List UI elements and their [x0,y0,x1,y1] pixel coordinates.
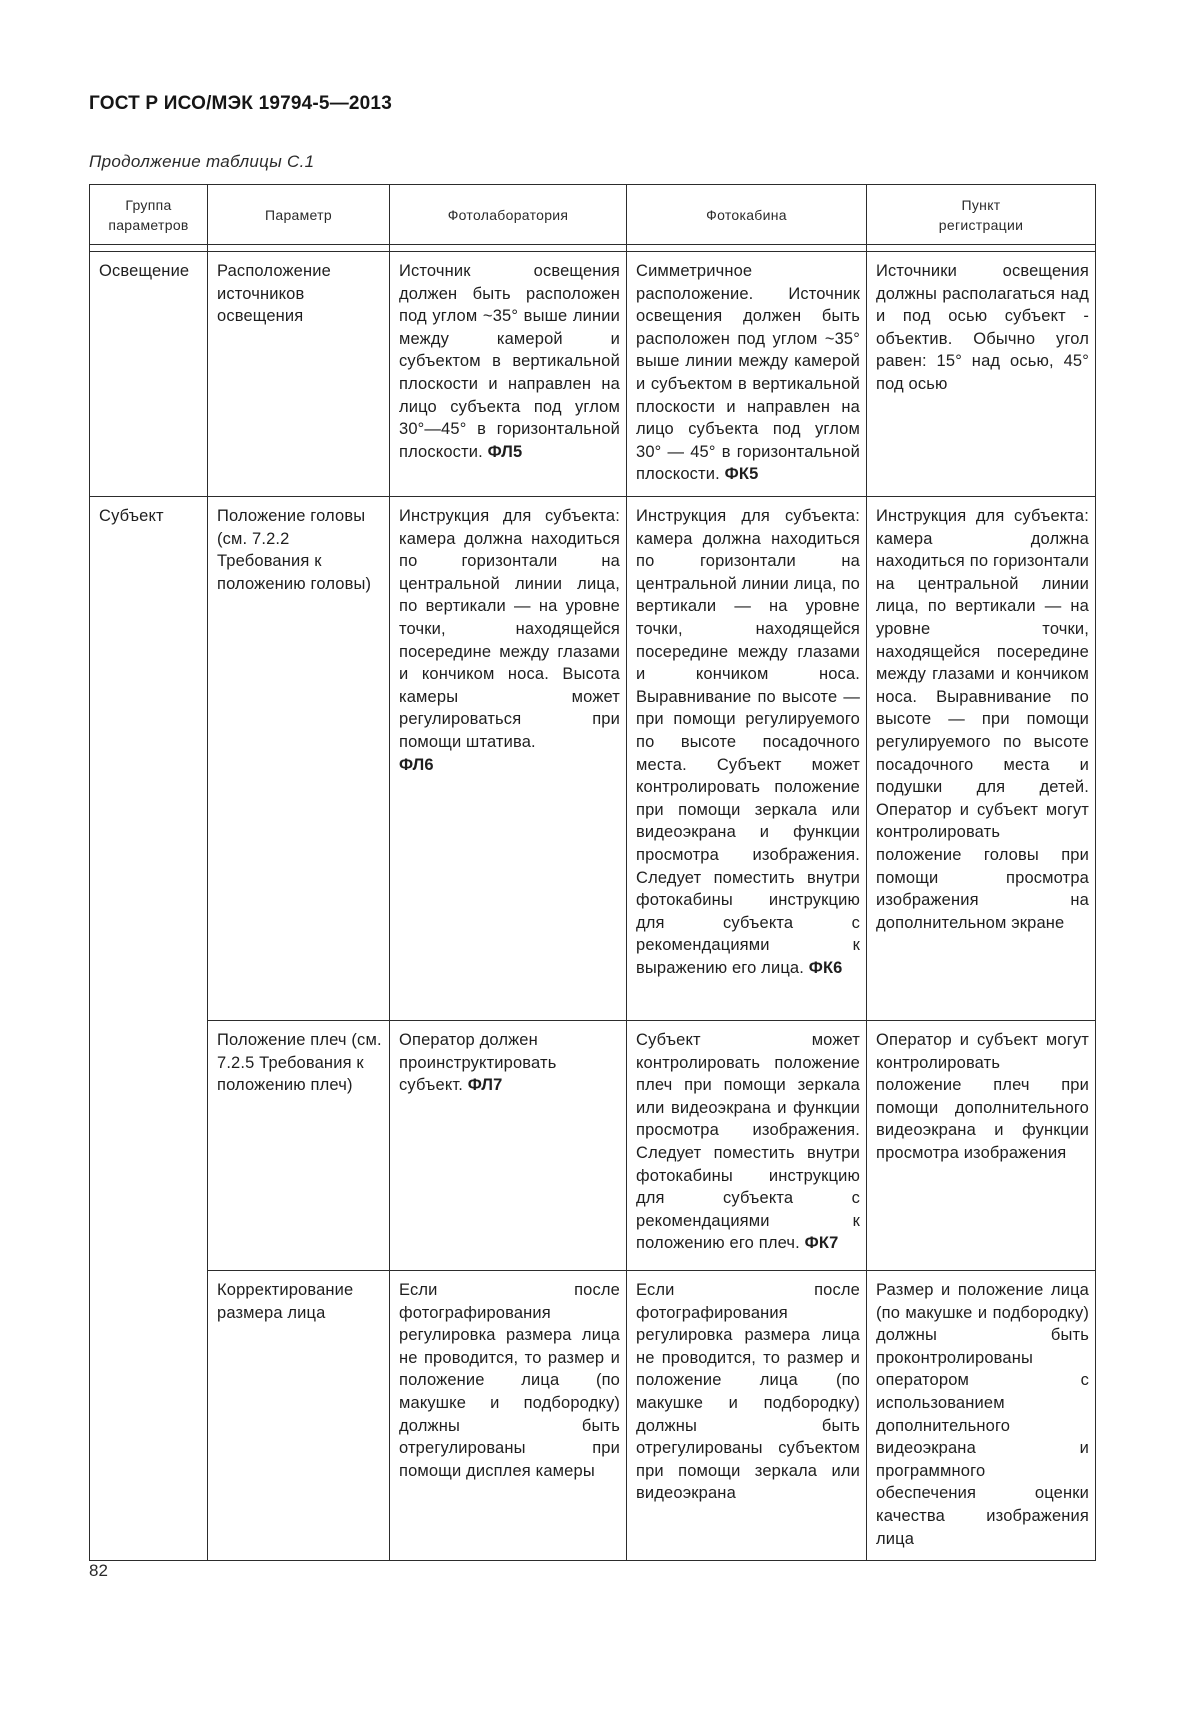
table-row [90,252,1096,497]
table-row [90,497,1096,1021]
group-label [90,1021,207,1039]
photobooth-code: ФК7 [804,1234,839,1253]
parameter-label: Положение головы (см. 7.2.2 Требования к положению головы) [217,507,372,593]
group-cell [90,1021,208,1271]
parameters-table [89,184,1096,1561]
column-header-registration: Пункт регистрации [867,185,1096,245]
table-caption: Продолжение таблицы С.1 [89,152,315,171]
gap-cell [90,245,208,252]
group-label [90,1271,207,1289]
photolab-text: Инструкция для субъекта: камера должна находиться по горизонтали на центральной линии лица, по вертикали — на уровне точки, находящейся посередине между глазами и кончиком носа. Высота камеры может регулироваться при помощи штатива. ФЛ6 [399,507,620,774]
photolab-cell [390,252,627,497]
gap-cell [627,245,867,252]
photobooth-text: Инструкция для субъекта: камера должна находиться по горизонтали на центральной линии лица, по вертикали — на уровне точки, находящейся посередине между глазами и кончиком носа. Выравнивание по высоте — при помощи регулируемого по высоте посадочного места. Субъект может контролировать положение при помощи зеркала или видеоэкрана и функции просмотра изображения. Следует поместить внутри фотокабины инструкцию для субъекта с рекомендациями к выражению его лица. ФК6 [636,507,860,977]
photolab-text: Оператор должен проинструктировать субъект. ФЛ7 [399,1031,557,1095]
parameter-cell [208,497,390,1021]
registration-text: Размер и положение лица (по макушке и подбородку) должны быть проконтролированы оператором с использованием дополнительного видеоэкрана и программного обеспечения оценки качества изображения лица [876,1281,1089,1548]
photobooth-cell [627,1021,867,1271]
photolab-cell [390,1021,627,1271]
group-cell [90,1271,208,1561]
registration-cell [867,252,1096,497]
gap-cell [867,245,1096,252]
table-row [90,1021,1096,1271]
group-label: Освещение [99,262,190,280]
parameter-cell [208,1021,390,1271]
registration-text: Инструкция для субъекта: камера должна находиться по горизонтали на центральной линии лица, по вертикали — на уровне точки, находящейся посередине между глазами и кончиком носа. Выравнивание по высоте — при помощи регулируемого по высоте посадочного места и подушки для детей. Оператор и субъект могут контролировать положение головы при помощи просмотра изображения на дополнительном экране [876,507,1089,932]
document-title: ГОСТ Р ИСО/МЭК 19794-5—2013 [89,93,392,114]
photobooth-code: ФК5 [724,465,759,484]
registration-text: Источники освещения должны располагаться над и под осью субъект - объектив. Обычно угол равен: 15° над осью, 45° под осью [876,262,1089,393]
registration-cell [867,1021,1096,1271]
parameter-label: Корректирование размера лица [217,1281,354,1322]
column-header-parameter: Параметр [208,185,390,245]
parameter-label: Положение плеч (см. 7.2.5 Требования к положению плеч) [217,1031,382,1095]
gap-cell [390,245,627,252]
photolab-code: ФЛ5 [487,442,523,461]
header-gap-row [90,245,1096,252]
group-cell [90,497,208,1021]
photolab-cell [390,1271,627,1561]
registration-cell [867,1271,1096,1561]
photolab-text: Источник освещения должен быть расположен под углом ~35° выше линии между камерой и субъектом в вертикальной плоскости и направлен на лицо субъекта под углом 30°—45° в горизонтальной плоскости. ФЛ5 [399,262,620,461]
registration-cell [867,497,1096,1021]
registration-text: Оператор и субъект могут контролировать положение плеч при помощи дополнительного видеоэкрана и функции просмотра изображения [876,1031,1089,1162]
column-header-photolab: Фотолаборатория [390,185,627,245]
photolab-cell [390,497,627,1021]
photobooth-cell [627,252,867,497]
parameter-label: Расположение источников освещения [217,262,331,326]
group-label: Субъект [99,507,164,525]
parameter-cell [208,252,390,497]
photolab-code: ФЛ7 [467,1076,503,1095]
page-number: 82 [89,1561,108,1580]
table-header-row [90,185,1096,245]
photobooth-text: Если после фотографирования регулировка размера лица не проводится, то размер и положение лица (по макушке и подбородку) должны быть отрегулированы субъектом при помощи зеркала или видеоэкрана [636,1281,860,1503]
parameter-cell [208,1271,390,1561]
photobooth-code: ФК6 [808,958,843,977]
gap-cell [208,245,390,252]
column-header-photobooth: Фотокабина [627,185,867,245]
column-header-group: Группа параметров [90,185,208,245]
table-row [90,1271,1096,1561]
photobooth-cell [627,1271,867,1561]
photobooth-text: Симметричное расположение. Источник освещения должен быть расположен под углом ~35° выше линии между камерой и субъектом в вертикальной плоскости и направлен на лицо субъекта под углом 30° — 45° в горизонтальной плоскости. ФК5 [636,262,860,484]
photobooth-cell [627,497,867,1021]
group-cell [90,252,208,497]
photolab-code: ФЛ6 [399,755,434,774]
photobooth-text: Субъект может контролировать положение плеч при помощи зеркала или видеоэкрана и функции просмотра изображения. Следует поместить внутри фотокабины инструкцию для субъекта с рекомендациями к положению его плеч. ФК7 [636,1031,860,1253]
photolab-text: Если после фотографирования регулировка размера лица не проводится, то размер и положение лица (по макушке и подбородку) должны быть отрегулированы при помощи дисплея камеры [399,1281,620,1480]
